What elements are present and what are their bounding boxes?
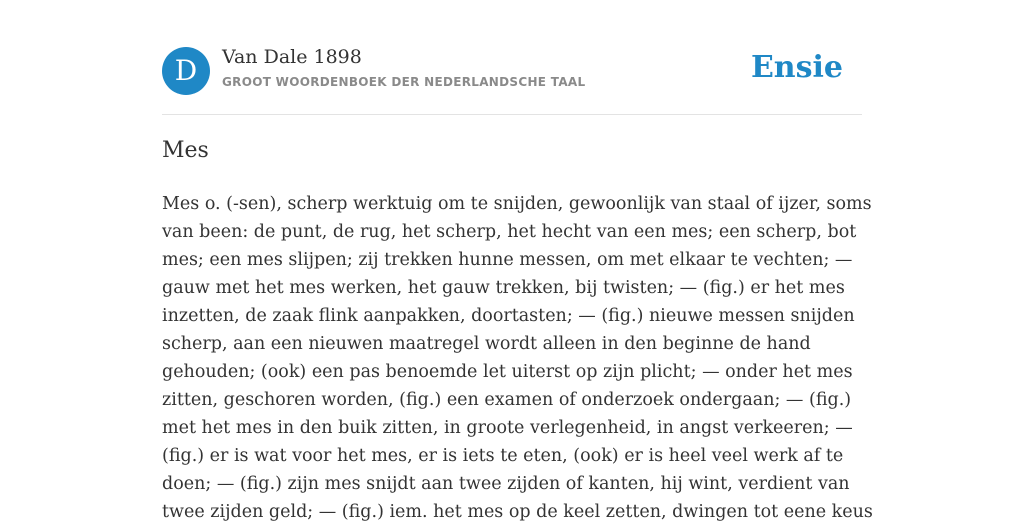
source-logo[interactable]: D (162, 47, 210, 95)
definition-line: twee zijden geld; — (fig.) iem. het mes op de keel zetten, dwingen tot eene keus (162, 502, 873, 522)
header (162, 0, 862, 115)
source-subtitle: GROOT WOORDENBOEK DER NEDERLANDSCHE TAAL (222, 75, 586, 89)
headword: Mes (162, 138, 209, 163)
definition-line: doen; — (fig.) zijn mes snijdt aan twee zijden of kanten, hij wint, verdient van (162, 474, 850, 494)
definition-line: Mes o. (-sen), scherp werktuig om te snijden, gewoonlijk van staal of ijzer, soms (162, 194, 872, 214)
definition-line: inzetten, de zaak flink aanpakken, doortasten; — (fig.) nieuwe messen snijden (162, 306, 855, 326)
source-title[interactable]: Van Dale 1898 (222, 46, 362, 68)
definition-line: gehouden; (ook) een pas benoemde let uiterst op zijn plicht; — onder het mes (162, 362, 853, 382)
definition-line: mes; een mes slijpen; zij trekken hunne messen, om met elkaar te vechten; — (162, 250, 853, 270)
definition-line: van been: de punt, de rug, het scherp, het hecht van een mes; een scherp, bot (162, 222, 857, 242)
definition-line: scherp, aan een nieuwen maatregel wordt alleen in den beginne de hand (162, 334, 811, 354)
definition (162, 190, 873, 526)
page (162, 0, 873, 522)
definition-line: met het mes in den buik zitten, in groote verlegenheid, in angst verkeeren; — (162, 418, 853, 438)
brand-logo[interactable]: Ensie (750, 50, 843, 85)
definition-line: zitten, geschoren worden, (fig.) een examen of onderzoek ondergaan; — (fig.) (162, 390, 852, 410)
definition-line: gauw met het mes werken, het gauw trekken, bij twisten; — (fig.) er het mes (162, 278, 845, 298)
definition-line: (fig.) er is wat voor het mes, er is iets te eten, (ook) er is heel veel werk af te (162, 446, 844, 466)
